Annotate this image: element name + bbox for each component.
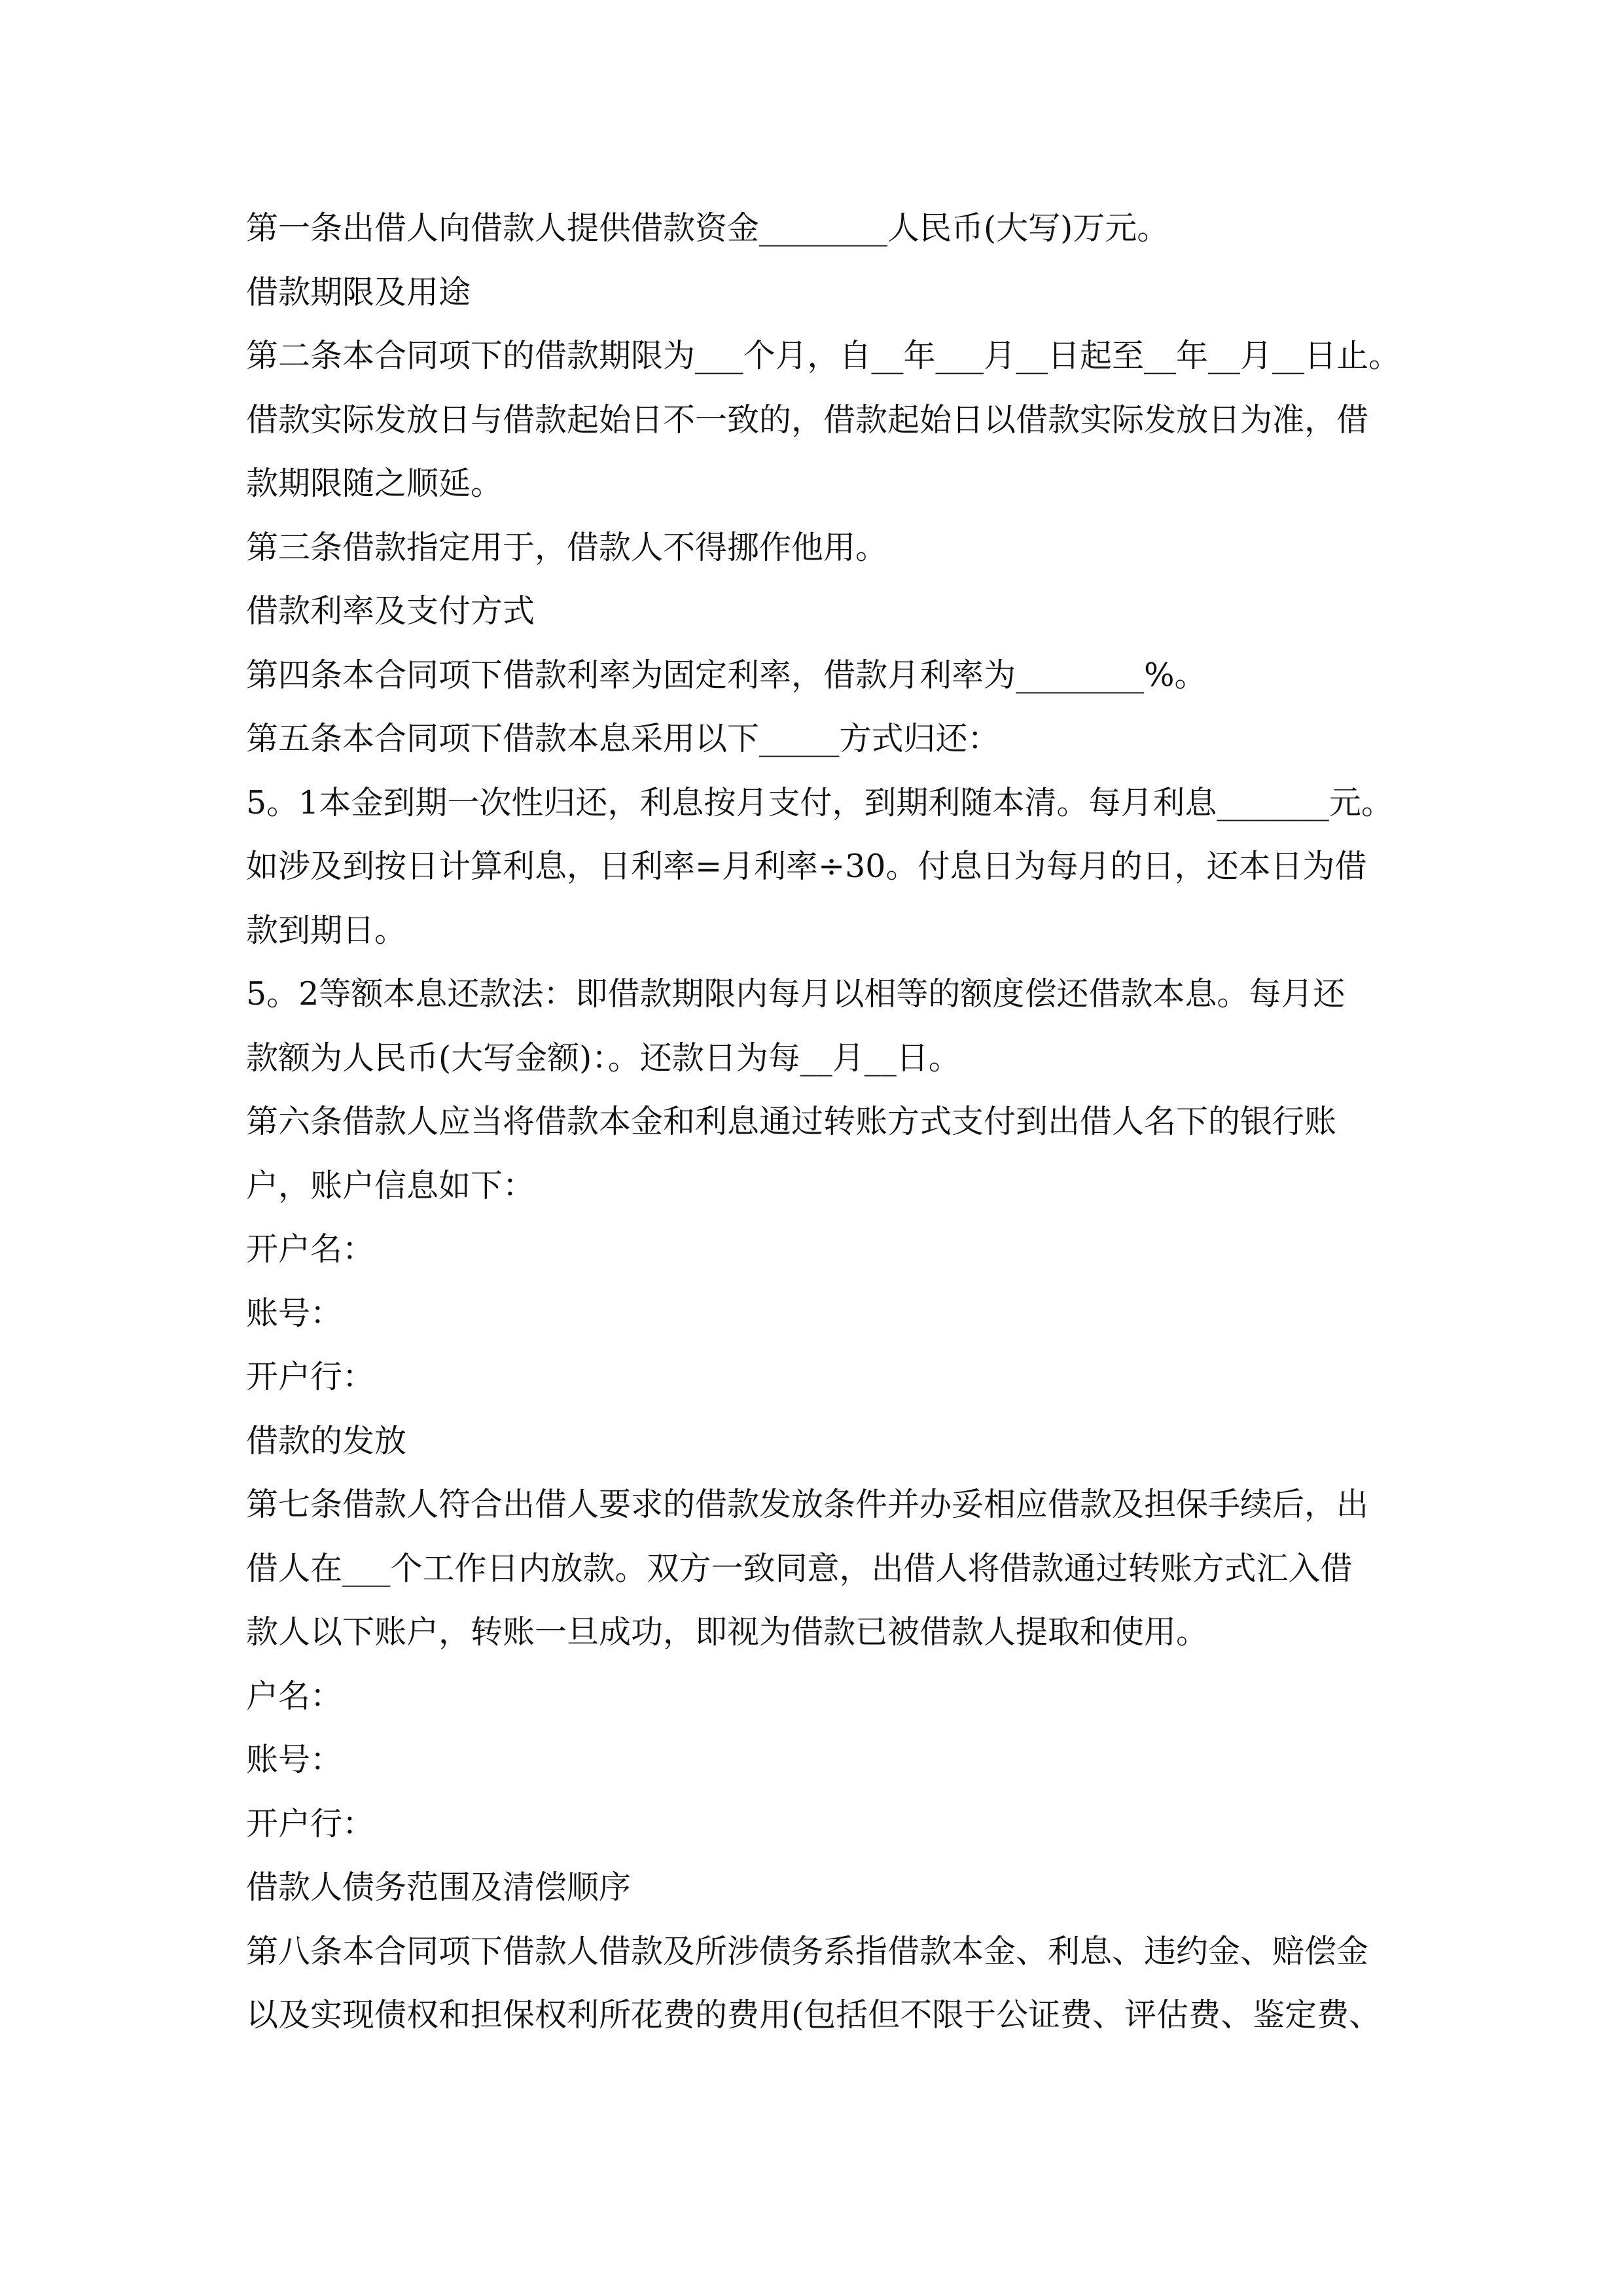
lender-account-name: 开户名：: [246, 1230, 375, 1268]
borrower-account-number: 账号：: [246, 1741, 343, 1778]
lender-account-number: 账号：: [246, 1294, 343, 1332]
section-heading-interest-payment: 借款利率及支付方式: [246, 592, 535, 630]
clause-1: 第一条出借人向借款人提供借款资金________人民币(大写)万元。: [246, 209, 1169, 247]
section-heading-debt-scope: 借款人债务范围及清偿顺序: [246, 1869, 632, 1906]
clause-5-1-continuation: 款到期日。: [246, 911, 407, 949]
borrower-account-bank: 开户行：: [246, 1804, 375, 1842]
lender-account-bank: 开户行：: [246, 1358, 375, 1395]
clause-5-2: 5。2等额本息还款法：即借款期限内每月以相等的额度偿还借款本息。每月还: [246, 975, 1346, 1013]
clause-5-2-continuation: 款额为人民币(大写金额)：。还款日为每__月__日。: [246, 1039, 961, 1077]
clause-7: 第七条借款人符合出借人要求的借款发放条件并办妥相应借款及担保手续后，出: [246, 1486, 1369, 1523]
clause-2: 第二条本合同项下的借款期限为___个月，自__年___月__日起至__年__月__日止。: [246, 337, 1401, 374]
clause-2-continuation: 款期限随之顺延。: [246, 465, 503, 502]
clause-6-continuation: 户，账户信息如下：: [246, 1166, 535, 1204]
clause-5-1-continuation: 如涉及到按日计算利息，日利率=月利率÷30。付息日为每月的日，还本日为借: [246, 848, 1367, 885]
clause-8: 第八条本合同项下借款人借款及所涉债务系指借款本金、利息、违约金、赔偿金: [246, 1932, 1369, 1970]
contract-body: [246, 196, 1401, 2047]
clause-5-1: 5。1本金到期一次性归还，利息按月支付，到期利随本清。每月利息_______元。: [246, 783, 1393, 821]
section-heading-disbursement: 借款的发放: [246, 1422, 407, 1460]
clause-3: 第三条借款指定用于，借款人不得挪作他用。: [246, 528, 888, 566]
clause-7-continuation: 款人以下账户，转账一旦成功，即视为借款已被借款人提取和使用。: [246, 1613, 1209, 1651]
clause-8-continuation: 以及实现债权和担保权利所花费的费用(包括但不限于公证费、评估费、鉴定费、: [246, 1996, 1382, 2034]
clause-2-continuation: 借款实际发放日与借款起始日不一致的，借款起始日以借款实际发放日为准，借: [246, 401, 1369, 439]
clause-5: 第五条本合同项下借款本息采用以下_____方式归还：: [246, 720, 1000, 757]
borrower-account-name: 户名：: [246, 1677, 343, 1715]
clause-4: 第四条本合同项下借款利率为固定利率，借款月利率为________%。: [246, 656, 1207, 694]
clause-7-continuation: 借人在___个工作日内放款。双方一致同意，出借人将借款通过转账方式汇入借: [246, 1549, 1353, 1587]
clause-6: 第六条借款人应当将借款本金和利息通过转账方式支付到出借人名下的银行账: [246, 1103, 1337, 1140]
section-heading-term-purpose: 借款期限及用途: [246, 273, 471, 311]
